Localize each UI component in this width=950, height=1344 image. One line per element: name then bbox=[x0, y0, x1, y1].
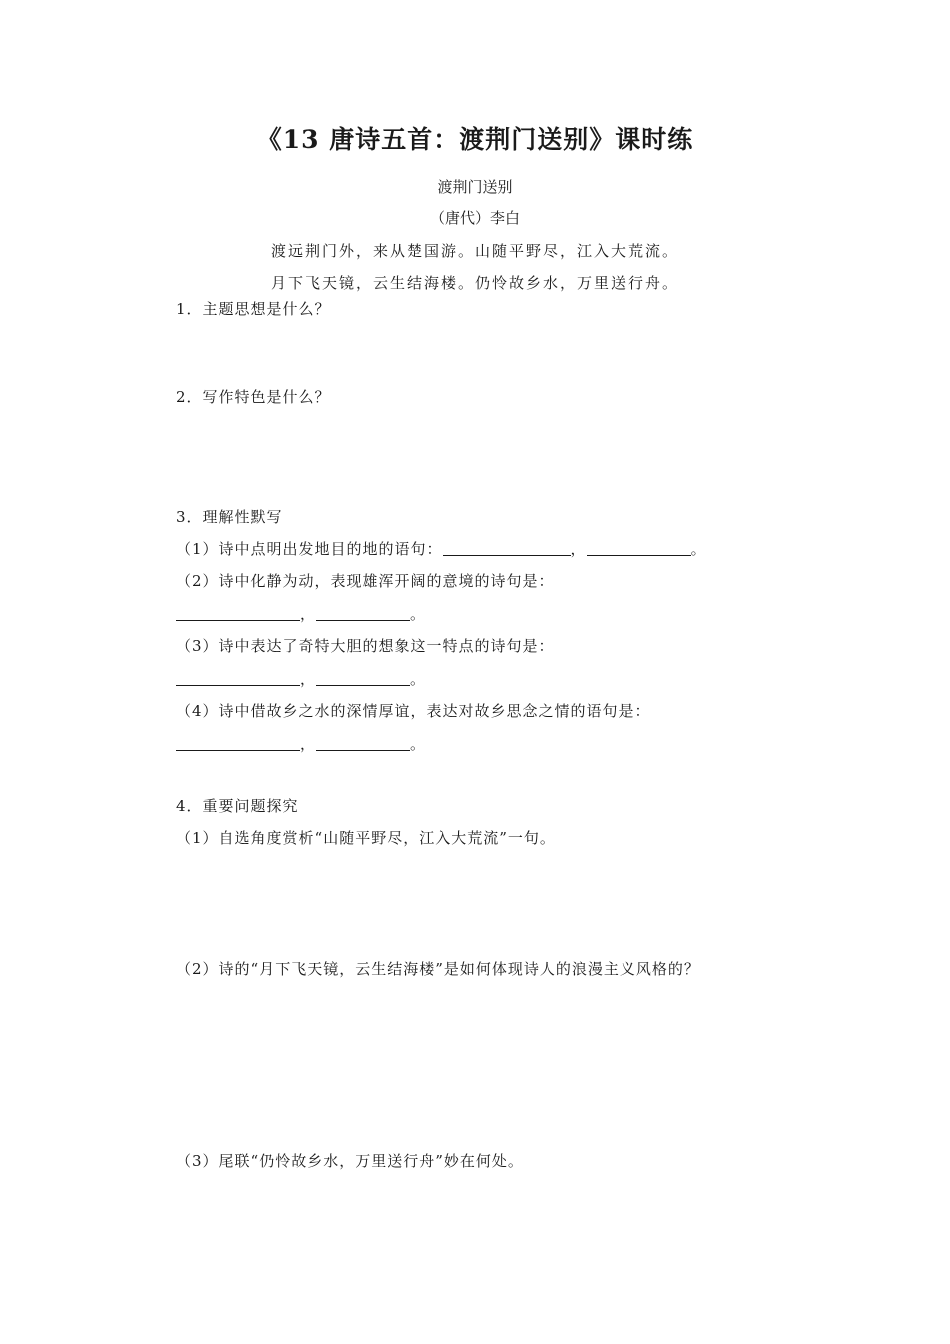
poem-line-1: 渡远荆门外，来从楚国游。山随平野尽，江入大荒流。 bbox=[270, 242, 679, 260]
comma: ， bbox=[570, 540, 587, 558]
question-4-item-3: （3）尾联“仍怜故乡水，万里送行舟”妙在何处。 bbox=[176, 1152, 524, 1170]
answer-blank[interactable] bbox=[587, 540, 691, 556]
comma: ， bbox=[300, 670, 317, 688]
question-1: 1．主题思想是什么？ bbox=[176, 300, 331, 318]
question-3-item-2: （2）诗中化静为动，表现雄浑开阔的意境的诗句是： bbox=[176, 572, 555, 590]
question-3-item-1 bbox=[176, 538, 707, 559]
question-3-heading: 3．理解性默写 bbox=[176, 508, 283, 526]
poem-line-2: 月下飞天镜，云生结海楼。仍怜故乡水，万里送行舟。 bbox=[270, 274, 679, 292]
question-3-item-4: （4）诗中借故乡之水的深情厚谊，表达对故乡思念之情的语句是： bbox=[176, 702, 651, 720]
answer-blank[interactable] bbox=[176, 735, 300, 751]
page-title: 《13 唐诗五首：渡荆门送别》课时练 bbox=[256, 125, 694, 154]
answer-blank[interactable] bbox=[316, 605, 410, 621]
poem-title: 渡荆门送别 bbox=[437, 178, 513, 196]
period: 。 bbox=[410, 605, 427, 623]
comma: ， bbox=[300, 605, 317, 623]
answer-blank[interactable] bbox=[176, 605, 300, 621]
question-3-item-3: （3）诗中表达了奇特大胆的想象这一特点的诗句是： bbox=[176, 637, 555, 655]
question-3-item-3-answer bbox=[176, 668, 426, 689]
answer-blank[interactable] bbox=[176, 670, 300, 686]
period: 。 bbox=[410, 735, 427, 753]
question-3-item-1-text: （1）诗中点明出发地目的地的语句： bbox=[176, 540, 443, 558]
question-4-item-1: （1）自选角度赏析“山随平野尽，江入大荒流”一句。 bbox=[176, 829, 556, 847]
answer-blank[interactable] bbox=[316, 735, 410, 751]
question-3-item-4-answer bbox=[176, 733, 426, 754]
question-3-item-2-answer bbox=[176, 603, 426, 624]
period: 。 bbox=[690, 540, 707, 558]
question-4-item-2: （2）诗的“月下飞天镜，云生结海楼”是如何体现诗人的浪漫主义风格的？ bbox=[176, 960, 700, 978]
comma: ， bbox=[300, 735, 317, 753]
poem-author: （唐代）李白 bbox=[429, 209, 520, 227]
question-2: 2．写作特色是什么？ bbox=[176, 388, 331, 406]
answer-blank[interactable] bbox=[316, 670, 410, 686]
question-4-heading: 4．重要问题探究 bbox=[176, 797, 299, 815]
answer-blank[interactable] bbox=[443, 540, 571, 556]
period: 。 bbox=[410, 670, 427, 688]
